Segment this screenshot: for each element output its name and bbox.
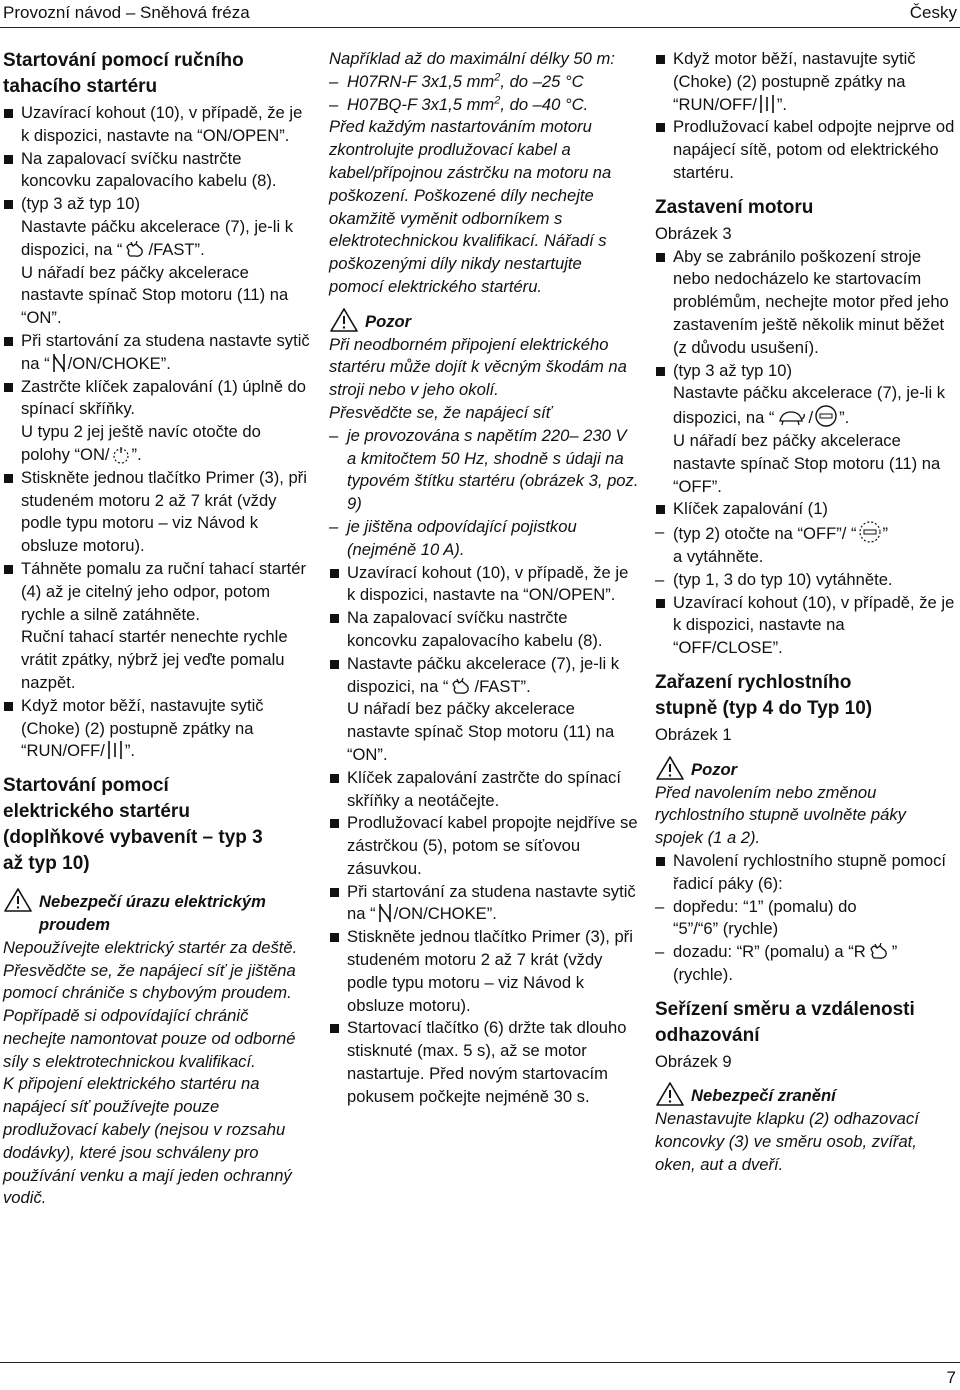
- list-item: Na zapalovací svíčku nastrčte koncovku zapalovacího kabelu (8).: [3, 148, 313, 194]
- list-item-continued: Nastavte páčku akcelerace (7), je-li k dispozici, na “ /FAST”.: [21, 216, 294, 259]
- dash-item: – (typ 1, 3 do typ 10) vytáhněte.: [655, 569, 957, 592]
- dash-item-continued: a vytáhněte.: [673, 546, 764, 566]
- list-item-continued: U typu 2 jej ještě navíc otočte do polohy “ON/ ”.: [21, 422, 261, 464]
- list-item: Stiskněte jednou tlačítko Primer (3), při studeném motoru 2 až 7 krát (vždy podle typu motoru – viz Návod k obsluze motoru).: [3, 467, 313, 558]
- heading-electric-start: Startování pomocí elektrického startéru (doplňkové vybavenít – typ 3 až typ 10): [3, 775, 263, 875]
- paragraph: Nenastavujte klapku (2) odhazovací koncovky (3) ve směru osob, zvířat, oken, aut a dveří.: [655, 1109, 919, 1174]
- list-item: Klíček zapalování zastrčte do spínací skříňky a neotáčejte.: [329, 767, 639, 813]
- list-item: Při startování za studena nastavte sytič na “ /ON/CHOKE”.: [3, 330, 313, 376]
- paragraph: Před navolením nebo změnou rychlostního stupně uvolněte páky spojek (1 a 2).: [655, 782, 906, 848]
- header-rule: [0, 27, 960, 28]
- warning-triangle-icon: [655, 1081, 685, 1107]
- heading-stop-engine: Zastavení motoru: [655, 196, 814, 218]
- choke-icon: [52, 353, 66, 373]
- caution-title: Pozor: [365, 311, 412, 331]
- footer-rule: [0, 1362, 960, 1363]
- paragraph: Nepoužívejte elektrický startér za deště.: [3, 937, 298, 957]
- run-off-icon: [107, 740, 123, 760]
- list-item: Uzavírací kohout (10), v případě, že je k dispozici, nastavte na “ON/OPEN”.: [329, 562, 639, 608]
- heading-discharge-adjust: Seřízení směru a vzdálenosti odhazování: [655, 998, 915, 1046]
- caution-heading: [329, 307, 639, 334]
- hare-fast-icon: [868, 943, 890, 961]
- list-item: Klíček zapalování (1): [655, 498, 957, 521]
- dash-item: – dozadu: “R” (pomalu) a “R ”: [655, 941, 957, 964]
- danger-title: Nebezpečí úrazu elektrickým proudem: [39, 892, 266, 934]
- run-off-icon: [759, 94, 775, 114]
- list-item-continued: U nářadí bez páčky akcelerace nastavte spínač Stop motoru (11) na “OFF”.: [673, 430, 941, 496]
- dash-item-continued: “5”/“6” (rychle): [673, 919, 779, 939]
- figure-reference: Obrázek 9: [655, 1051, 732, 1071]
- column-3: [655, 48, 957, 1177]
- list-item-continued: Ruční tahací startér nenechte rychle vrátit zpátky, nýbrž jej veďte pomalu nazpět.: [21, 627, 288, 692]
- warning-triangle-icon: [655, 755, 685, 781]
- cable-spec: – H07RN-F 3x1,5 $mm^2$, do –25 °C: [329, 71, 639, 94]
- page-header: [0, 0, 960, 30]
- list-item: Zastrčte klíček zapalování (1) úplně do spínací skříňky.: [3, 376, 313, 422]
- list-item: Táhněte pomalu za ruční tahací startér (4) až je citelný jeho odpor, potom rychle a silně zatáhněte.: [3, 558, 313, 626]
- stop-icon: [815, 405, 837, 427]
- paragraph: Před každým nastartováním motoru zkontrolujte prodlužovací kabel a kabel/přípojnou zástrčku na motoru na poškození. Poškozené díly nechejte okamžitě vyměnit odborníkem s elektrotechnickou kvalifikací. Nářadí s poškozenými díly nikdy nestartujte pomocí elektrického startéru.: [329, 117, 612, 296]
- list-item: Na zapalovací svíčku nastrčte koncovku zapalovacího kabelu (8).: [329, 607, 639, 653]
- caution-heading: [655, 755, 957, 782]
- dash-item: – je provozována s napětím 220– 230 V a kmitočtem 50 Hz, shodně s údaji na typovém štítku startéru (obrázek 3, poz. 9): [329, 425, 639, 516]
- list-item: Při startování za studena nastavte sytič na “ /ON/CHOKE”.: [329, 881, 639, 927]
- dash-item: – je jištěna odpovídající pojistkou (nejméně 10 A).: [329, 516, 639, 562]
- hare-fast-icon: [450, 678, 472, 696]
- paragraph: Přesvědčte se, že napájecí síť: [329, 402, 552, 422]
- warning-triangle-icon: [3, 887, 33, 913]
- heading-gear-selection: Zařazení rychlostního stupně (typ 4 do Typ 10): [655, 671, 873, 719]
- stop-icon: [859, 521, 881, 543]
- hare-fast-icon: [124, 241, 146, 259]
- heading-manual-start: Startování pomocí ručního tahacího startéru: [3, 50, 244, 97]
- list-item: Aby se zabránilo poškození stroje nebo nedocházelo ke startovacím problémům, nechejte motor před jeho zastavením ještě několik minut běžet (z důvodu usušení).: [655, 246, 957, 360]
- column-2: [329, 48, 639, 1109]
- figure-reference: Obrázek 1: [655, 724, 732, 744]
- list-item-continued: U nářadí bez páčky akcelerace nastavte spínač Stop motoru (11) na “ON”.: [347, 699, 615, 764]
- danger-heading: [655, 1081, 957, 1108]
- list-item: Prodlužovací kabel odpojte nejprve od napájecí sítě, potom od elektrického startéru.: [655, 116, 957, 184]
- list-item: Když motor běží, nastavujte sytič (Choke) (2) postupně zpátky na “RUN/OFF/ ”.: [655, 48, 957, 116]
- list-item: Navolení rychlostního stupně pomocí řadicí páky (6):: [655, 850, 957, 896]
- turtle-slow-icon: [776, 409, 806, 427]
- paragraph: K připojení elektrického startéru na napájecí síť používejte pouze prodlužovací kabely (nejsou v rozsahu dodávky), které jsou schváleny pro používání venku a mají jeden ochranný vodič.: [3, 1074, 292, 1208]
- choke-icon: [378, 903, 392, 923]
- list-item: Stiskněte jednou tlačítko Primer (3), při studeném motoru 2 až 7 krát (vždy podle typu motoru – viz Návod k obsluze motoru).: [329, 926, 639, 1017]
- list-item: Uzavírací kohout (10), v případě, že je k dispozici, nastavte na “OFF/CLOSE”.: [655, 592, 957, 660]
- list-item: Když motor běží, nastavujte sytič (Choke) (2) postupně zpátky na “RUN/OFF/ ”.: [3, 695, 313, 763]
- paragraph: Přesvědčte se, že napájecí síť je jištěna pomocí chrániče s chybovým proudem. Popřípadě si odpovídající chránič nechejte namontovat pouze od odborné síly s elektrotechnickou kvalifikací.: [3, 960, 296, 1071]
- header-language: Česky: [909, 3, 957, 22]
- header-title: Provozní návod – Sněhová fréza: [3, 3, 250, 22]
- list-item: Uzavírací kohout (10), v případě, že je k dispozici, nastavte na “ON/OPEN”.: [3, 102, 313, 148]
- list-item: (typ 3 až typ 10): [655, 360, 957, 383]
- list-item: Prodlužovací kabel propojte nejdříve se zástrčkou (5), potom se síťovou zásuvkou.: [329, 812, 639, 880]
- paragraph: Při neodborném připojení elektrického startéru může dojít k věcným škodám na stroji nebo v jeho okolí.: [329, 334, 627, 400]
- list-item: Nastavte páčku akcelerace (7), je-li k dispozici, na “ /FAST”.: [329, 653, 639, 699]
- danger-title: Nebezpečí zranění: [691, 1086, 836, 1106]
- caution-title: Pozor: [691, 759, 738, 779]
- dash-item-continued: (rychle).: [673, 964, 733, 984]
- dash-item: – (typ 2) otočte na “OFF”/ “ ”: [655, 521, 957, 546]
- warning-triangle-icon: [329, 307, 359, 333]
- page-number: 7: [946, 1368, 956, 1387]
- paragraph: Například až do maximální délky 50 m:: [329, 49, 615, 68]
- list-item-continued: Nastavte páčku akcelerace (7), je-li k dispozici, na “ / ”.: [673, 383, 946, 428]
- list-item: Startovací tlačítko (6) držte tak dlouho stisknuté (max. 5 s), až se motor nastartuje. Před novým startovacím pokusem počkejte nejméně 30 s.: [329, 1017, 639, 1108]
- figure-reference: Obrázek 3: [655, 223, 732, 243]
- column-1: [3, 48, 313, 1210]
- danger-heading: [3, 887, 313, 937]
- cable-spec: – H07BQ-F 3x1,5 $mm^2$, do –40 °C.: [329, 94, 639, 117]
- dash-item: – dopředu: “1” (pomalu) do: [655, 896, 957, 919]
- list-item-continued: U nářadí bez páčky akcelerace nastavte spínač Stop motoru (11) na “ON”.: [21, 262, 289, 328]
- ignition-on-icon: [112, 446, 130, 464]
- list-item: (typ 3 až typ 10): [3, 193, 313, 216]
